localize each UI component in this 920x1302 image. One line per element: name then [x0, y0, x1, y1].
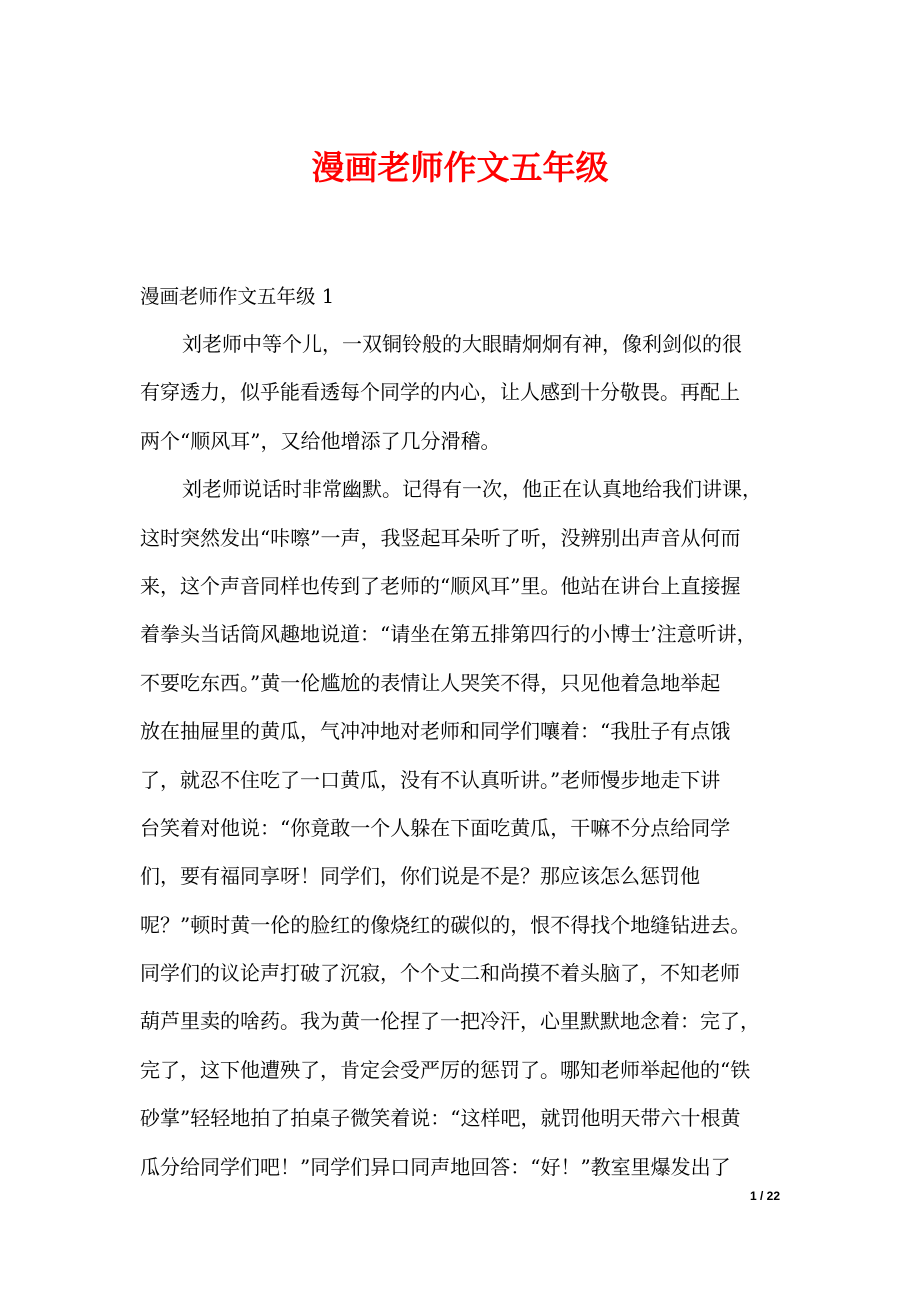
- text-line: 这时突然发出“咔嚓”一声，我竖起耳朵听了听，没辨别出声音从何而: [140, 525, 741, 550]
- text-line: 有穿透力，似乎能看透每个同学的内心，让人感到十分敬畏。再配上: [140, 380, 740, 405]
- text-line: 了，就忍不住吃了一口黄瓜，没有不认真听讲。”老师慢步地走下讲: [140, 767, 721, 792]
- text-line: 们，要有福同享呀！同学们，你们说是不是？那应该怎么惩罚他: [140, 864, 700, 889]
- page-number: 1 / 22: [749, 1189, 780, 1203]
- text-line: 不要吃东西。”黄一伦尴尬的表情让人哭笑不得，只见他着急地举起: [140, 670, 721, 695]
- text-line: 同学们的议论声打破了沉寂，个个丈二和尚摸不着头脑了，不知老师: [140, 961, 740, 986]
- text-line: 台笑着对他说：“你竟敢一个人躲在下面吃黄瓜，干嘛不分点给同学: [140, 815, 731, 840]
- text-line: 瓜分给同学们吧！”同学们异口同声地回答：“好！”教室里爆发出了: [140, 1154, 731, 1179]
- section-heading: 漫画老师作文五年级 1: [140, 285, 335, 308]
- text-line: 两个“顺风耳”，又给他增添了几分滑稽。: [140, 428, 501, 453]
- text-line: 刘老师说话时非常幽默。记得有一次，他正在认真地给我们讲课，: [182, 477, 762, 502]
- text-line: 呢？”顿时黄一伦的脸红的像烧红的碳似的，恨不得找个地缝钻进去。: [140, 912, 751, 937]
- text-line: 完了，这下他遭殃了，肯定会受严厉的惩罚了。哪知老师举起他的“铁: [140, 1057, 751, 1082]
- document-title: 漫画老师作文五年级: [311, 148, 609, 187]
- text-line: 放在抽屉里的黄瓜，气冲冲地对老师和同学们嚷着：“我肚子有点饿: [140, 719, 731, 744]
- text-line: 砂掌”轻轻地拍了拍桌子微笑着说：“这样吧，就罚他明天带六十根黄: [140, 1106, 741, 1131]
- body-text: [140, 320, 802, 1191]
- text-line: 来，这个声音同样也传到了老师的“顺风耳”里。他站在讲台上直接握: [140, 573, 741, 598]
- text-line: 着拳头当话筒风趣地说道：“请坐在第五排第四行的小博士’注意听讲，: [140, 622, 757, 647]
- text-line: 葫芦里卖的啥药。我为黄一伦捏了一把冷汗，心里默默地念着：完了，: [140, 1009, 760, 1034]
- text-line: 刘老师中等个儿，一双铜铃般的大眼睛炯炯有神，像利剑似的很: [182, 332, 742, 356]
